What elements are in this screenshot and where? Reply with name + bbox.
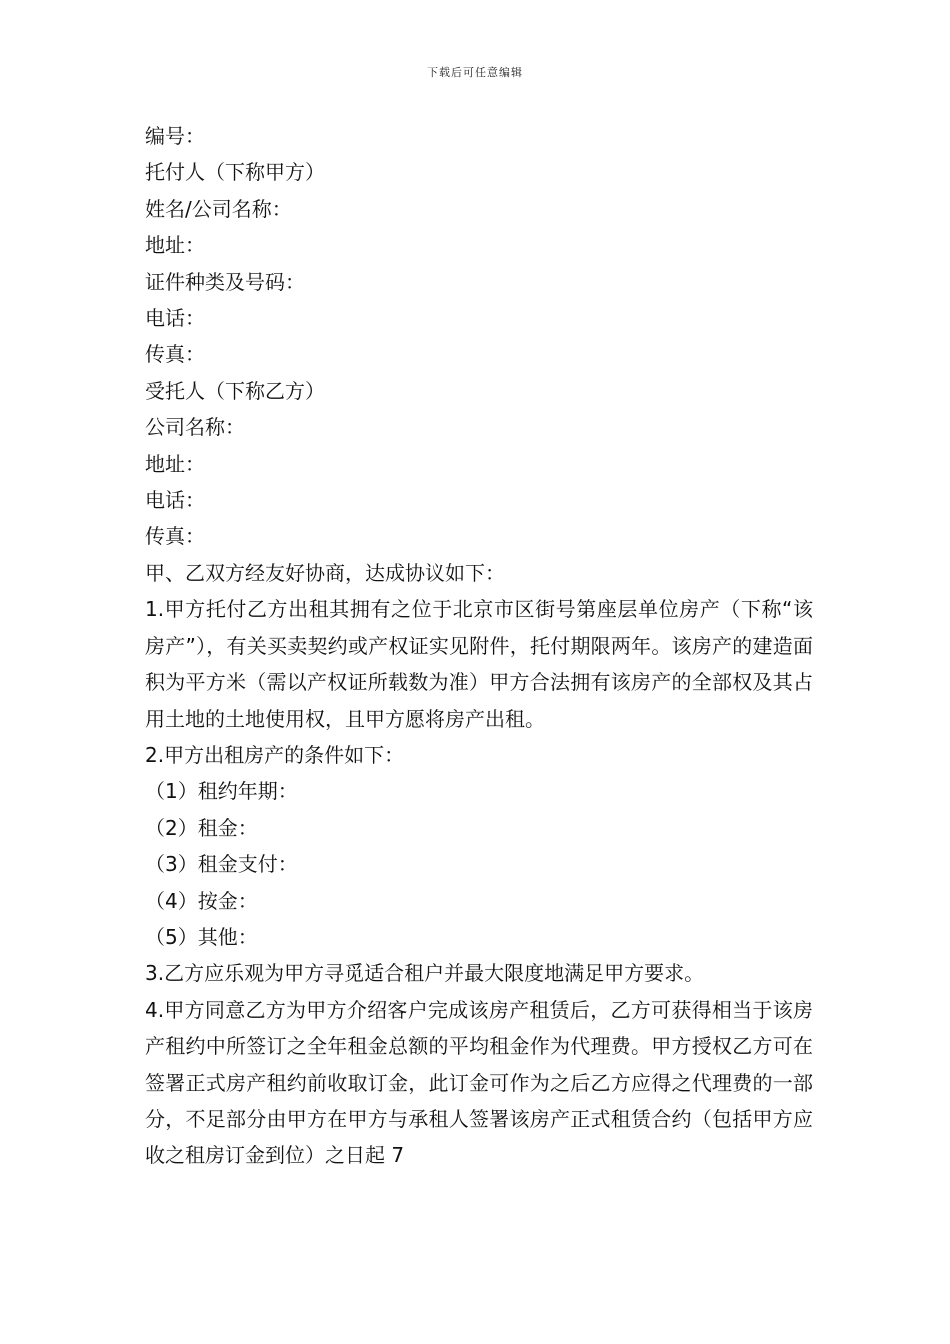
field-agent-address: 地址： [145, 451, 205, 476]
field-principal-address: 地址： [145, 233, 205, 258]
field-principal-name: 姓名/公司名称： [145, 196, 292, 221]
clause-2-item-rent: （2）租金： [145, 815, 258, 840]
clause-2-title: 2.甲方出租房产的条件如下： [145, 742, 405, 767]
clause-4: 4.甲方同意乙方为甲方介绍客户完成该房产租赁后，乙方可获得相当于该房产租约中所签订之全年租金总额的平均租金作为代理费。甲方授权乙方可在签署正式房产租约前收取订金，此订金可作为之后乙方应得之代理费的一部分，不足部分由甲方在甲方与承租人签署该房产正式租赁合约（包括甲方应收之租房订金到位）之日起 7 [145, 997, 813, 1168]
field-principal-phone: 电话： [145, 306, 205, 331]
clause-2-item-deposit: （4）按金： [145, 888, 258, 913]
clause-2-item-payment: （3）租金支付： [145, 852, 298, 877]
field-agent-fax: 传真： [145, 524, 205, 549]
agreement-intro: 甲、乙双方经友好协商，达成协议如下： [145, 560, 505, 585]
field-agent-company: 公司名称： [145, 415, 245, 440]
clause-2-item-other: （5）其他： [145, 924, 258, 949]
field-principal-fax: 传真： [145, 342, 205, 367]
clause-1: 1.甲方托付乙方出租其拥有之位于北京市区街号第座层单位房产（下称“该房产”），有关买卖契约或产权证实见附件，托付期限两年。该房产的建造面积为平方米（需以产权证所载数为准）甲方合法拥有该房产的全部权及其占用土地的土地使用权，且甲方愿将房产出租。 [145, 597, 813, 731]
field-principal-id: 证件种类及号码： [145, 269, 305, 294]
field-contract-number: 编号： [145, 124, 205, 148]
document-body [145, 118, 813, 1174]
clause-3: 3.乙方应乐观为甲方寻觅适合租户并最大限度地满足甲方要求。 [145, 961, 705, 986]
page-header: 下载后可任意编辑 [427, 66, 523, 79]
field-principal-heading: 托付人（下称甲方） [145, 160, 325, 185]
clause-2-item-term: （1）租约年期： [145, 779, 298, 804]
field-agent-phone: 电话： [145, 488, 205, 513]
field-agent-heading: 受托人（下称乙方） [145, 378, 325, 403]
